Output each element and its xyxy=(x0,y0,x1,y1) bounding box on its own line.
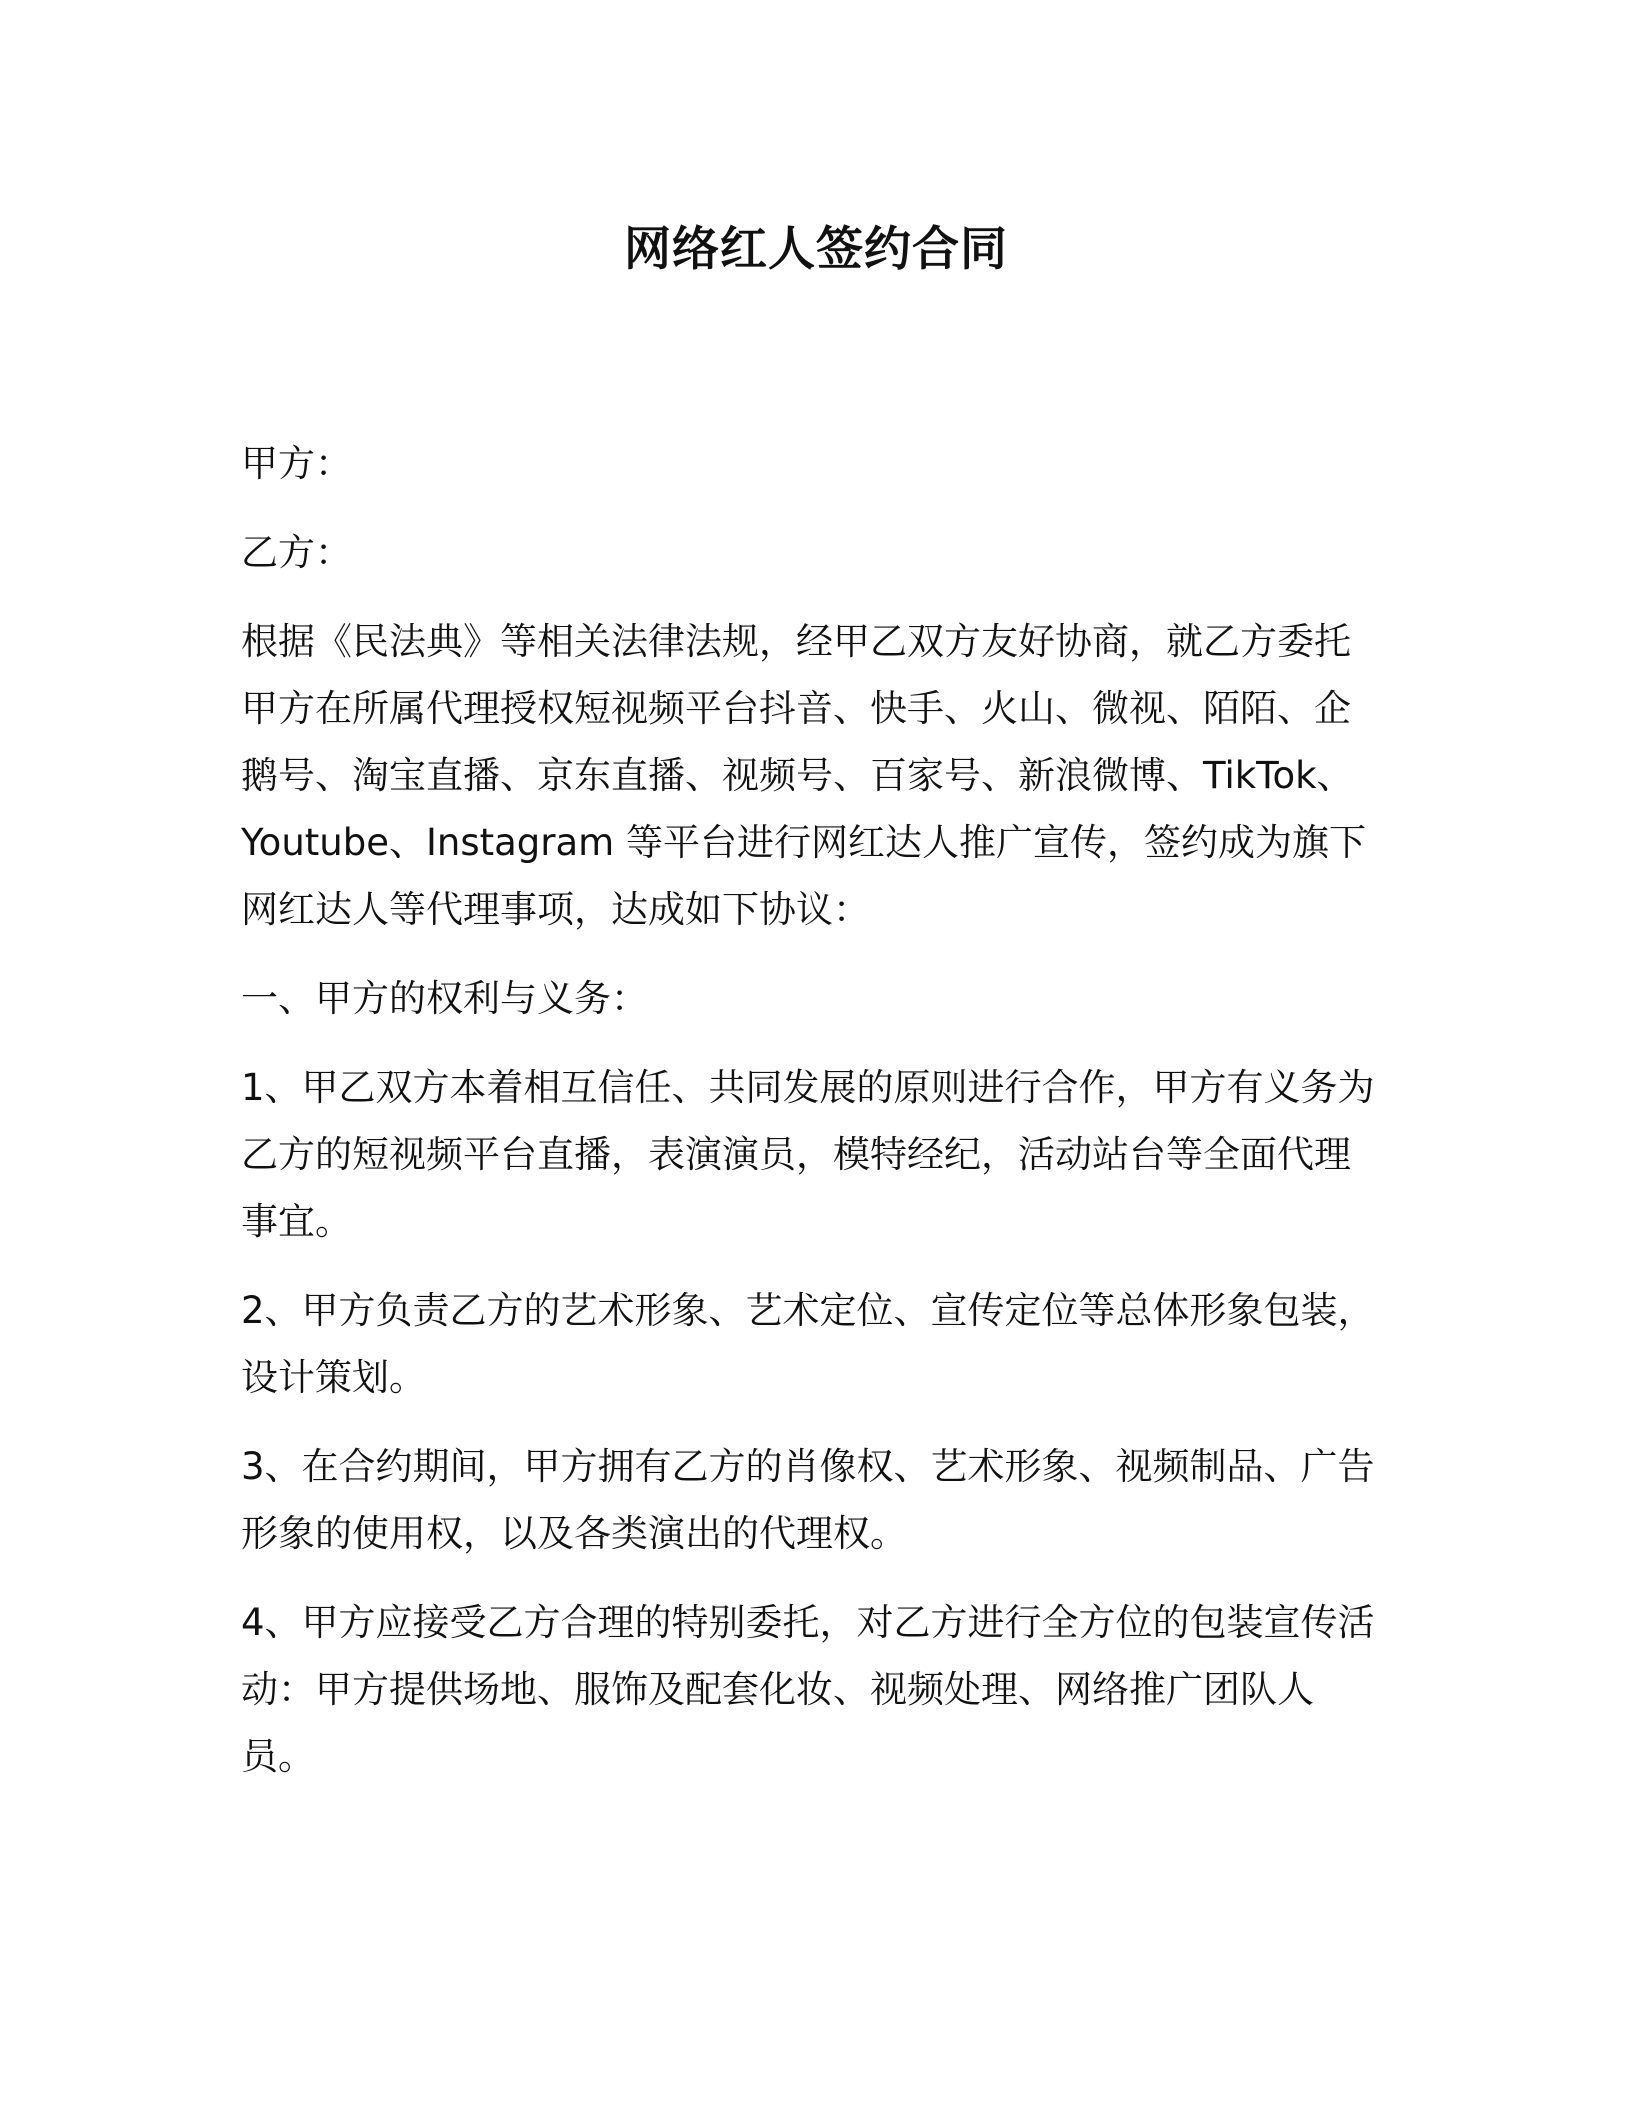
clause-line: 形象的使用权，以及各类演出的代理权。 xyxy=(241,1512,907,1555)
intro-paragraph xyxy=(241,608,1391,943)
clause-2 xyxy=(241,1277,1391,1411)
document-title: 网络红人签约合同 xyxy=(624,222,1008,277)
intro-line: Youtube、Instagram 等平台进行网红达人推广宣传，签约成为旗下 xyxy=(241,821,1366,864)
clause-4 xyxy=(241,1589,1391,1790)
clause-line: 乙方的短视频平台直播，表演演员，模特经纪，活动站台等全面代理 xyxy=(241,1133,1351,1176)
section-1-heading: 一、甲方的权利与义务： xyxy=(241,977,648,1020)
clause-line: 3、在合约期间，甲方拥有乙方的肖像权、艺术形象、视频制品、广告 xyxy=(241,1445,1375,1488)
party-b-line: 乙方： xyxy=(241,531,352,574)
clause-1 xyxy=(241,1054,1391,1255)
intro-line: 网红达人等代理事项，达成如下协议： xyxy=(241,888,870,931)
clause-line: 设计策划。 xyxy=(241,1356,426,1399)
clause-line: 动：甲方提供场地、服饰及配套化妆、视频处理、网络推广团队人 xyxy=(241,1668,1314,1711)
clause-line: 事宜。 xyxy=(241,1200,352,1243)
clause-line: 2、甲方负责乙方的艺术形象、艺术定位、宣传定位等总体形象包装， xyxy=(241,1289,1375,1332)
intro-line: 甲方在所属代理授权短视频平台抖音、快手、火山、微视、陌陌、企 xyxy=(241,687,1351,730)
party-a-line: 甲方： xyxy=(241,442,352,485)
intro-line: 根据《民法典》等相关法律法规，经甲乙双方友好协商，就乙方委托 xyxy=(241,620,1351,663)
clause-line: 1、甲乙双方本着相互信任、共同发展的原则进行合作，甲方有义务为 xyxy=(241,1066,1375,1109)
clause-line: 员。 xyxy=(241,1735,315,1778)
clause-line: 4、甲方应接受乙方合理的特别委托，对乙方进行全方位的包装宣传活 xyxy=(241,1601,1375,1644)
document-body xyxy=(241,430,1391,1812)
intro-line: 鹅号、淘宝直播、京东直播、视频号、百家号、新浪微博、TikTok、 xyxy=(241,754,1354,797)
clause-3 xyxy=(241,1433,1391,1567)
